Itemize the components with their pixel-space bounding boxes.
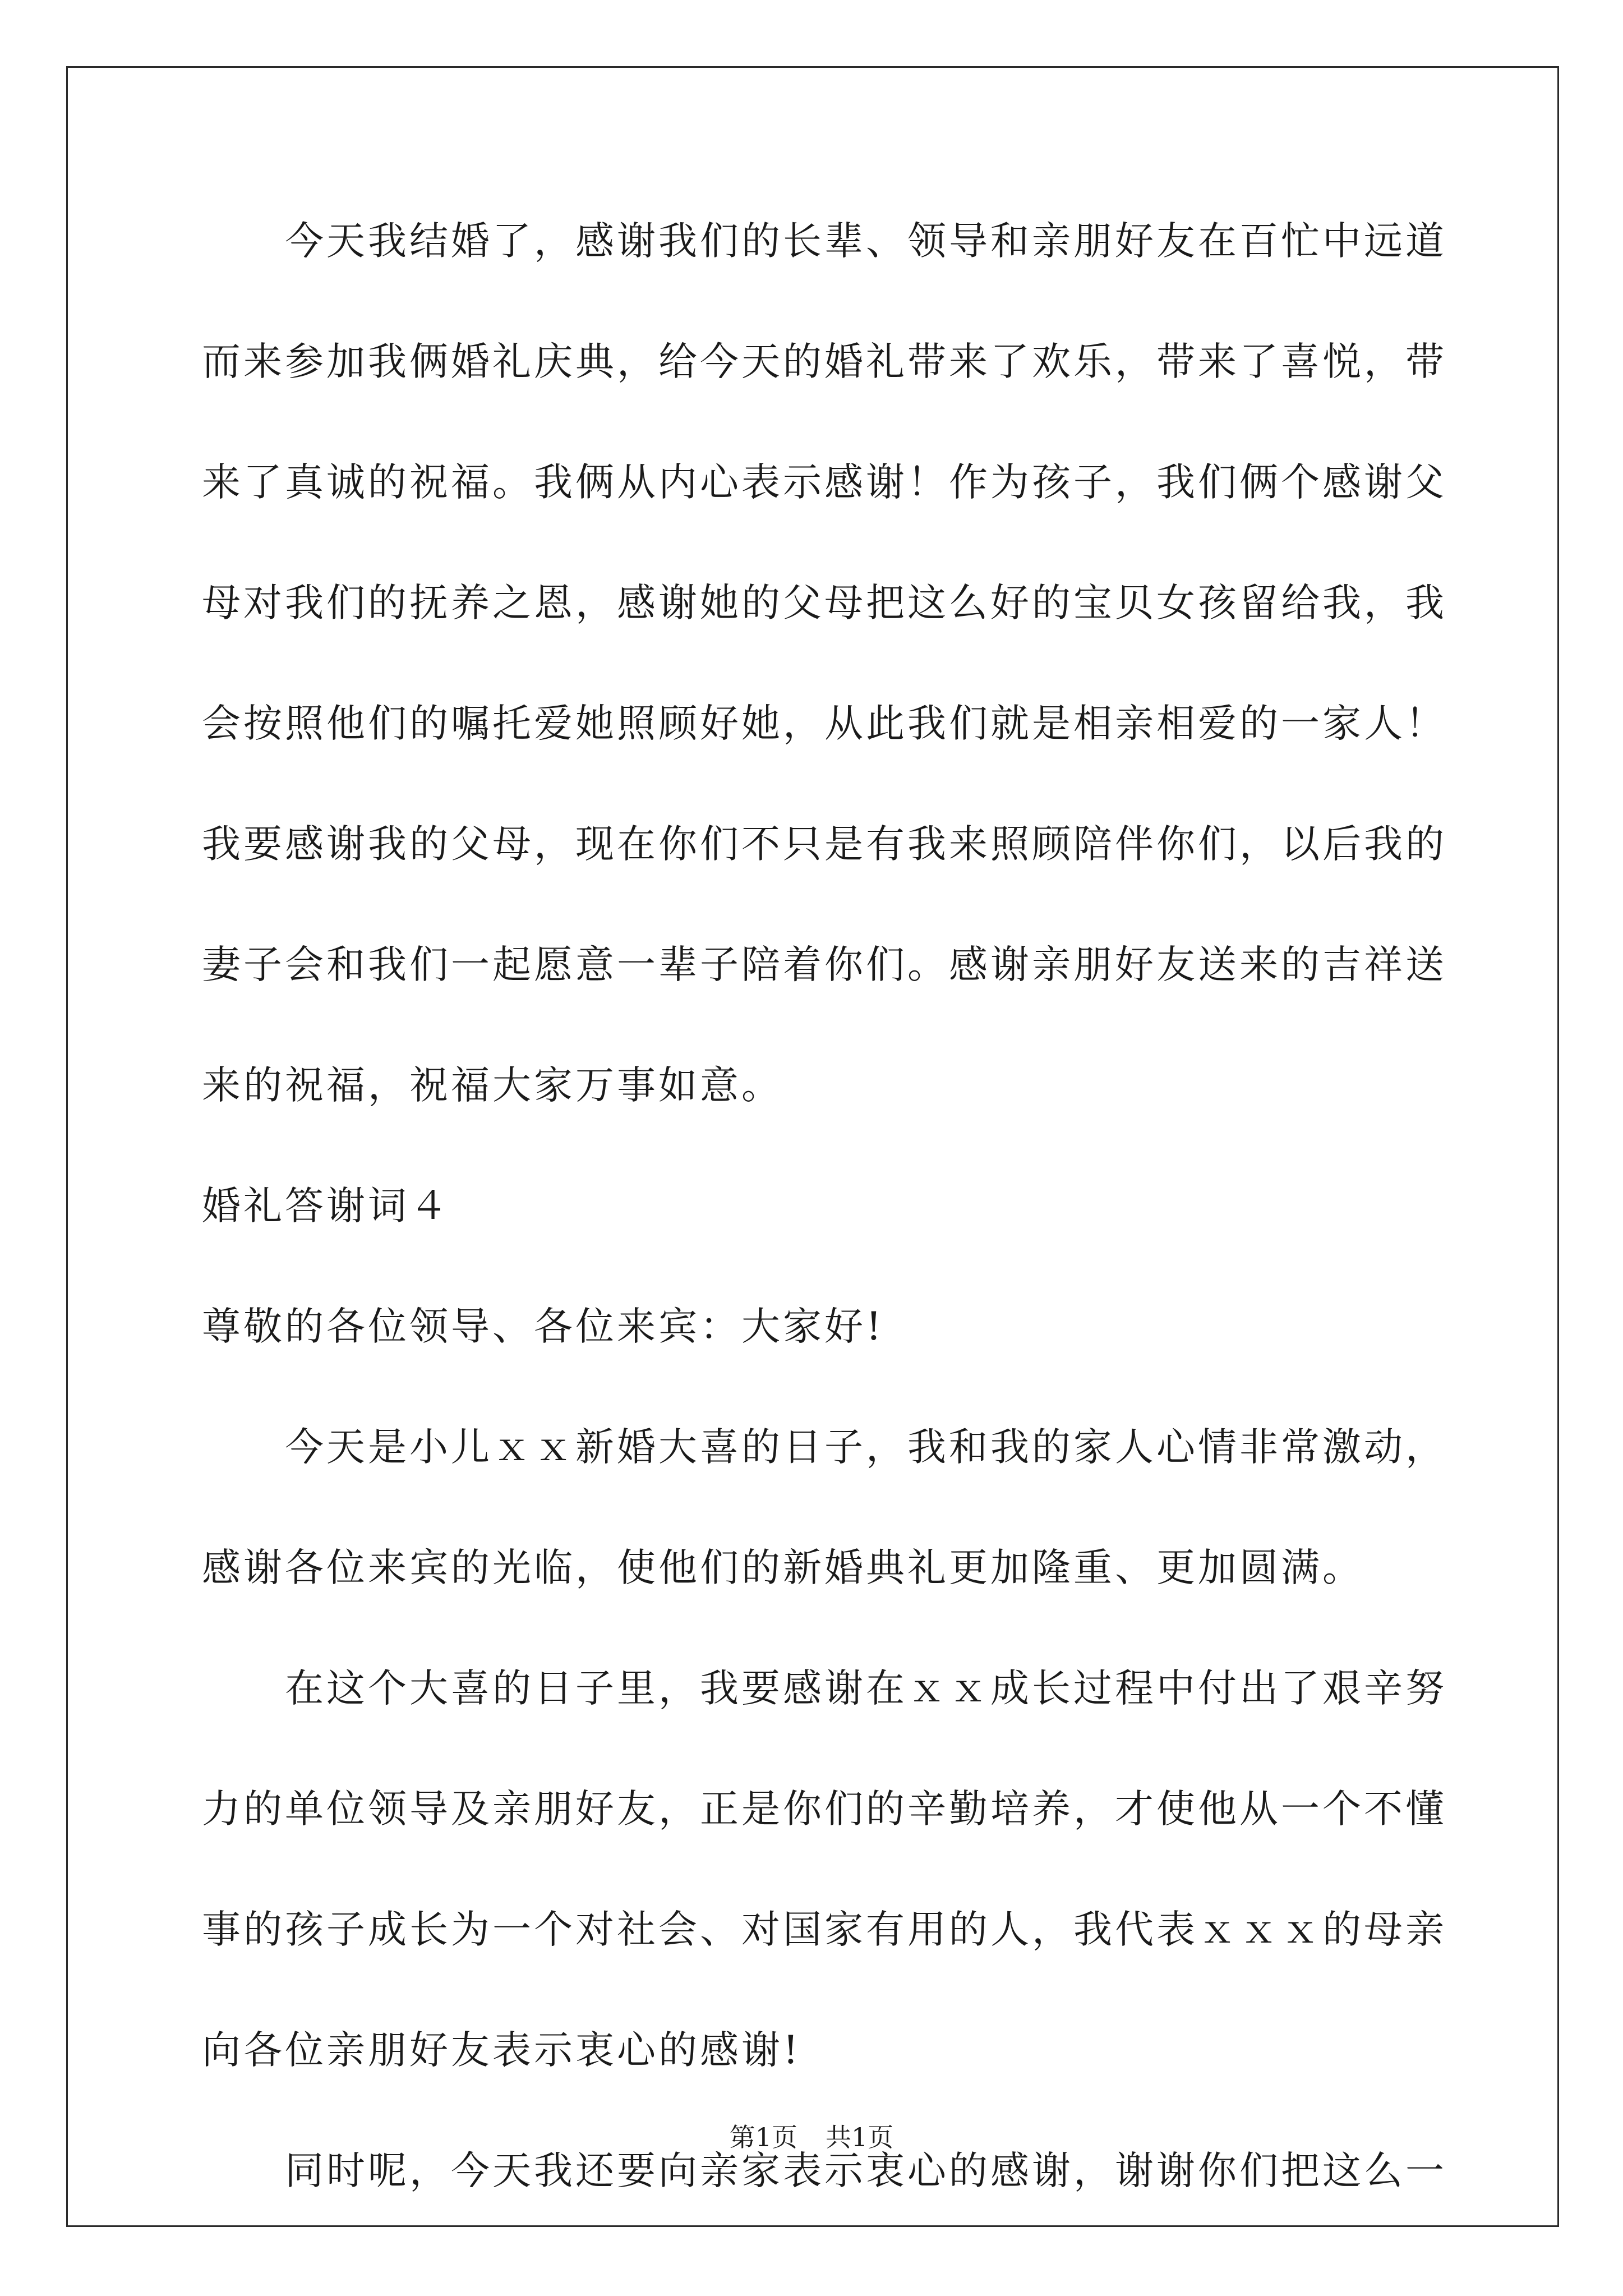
page-number: 第1页 — [729, 2122, 797, 2152]
text-line: 今天是小儿ｘｘ新婚大喜的日子，我和我的家人心情非常激动， — [202, 1425, 1447, 1470]
text-line: 今天我结婚了，感谢我们的长辈、领导和亲朋好友在百忙中远道 — [202, 219, 1447, 264]
text-line: 母对我们的抚养之恩，感谢她的父母把这么好的宝贝女孩留给我，我 — [202, 581, 1447, 625]
text-line: 力的单位领导及亲朋好友，正是你们的辛勤培养，才使他从一个不懂 — [202, 1787, 1447, 1832]
page-total: 共1页 — [826, 2122, 894, 2152]
text-line: 事的孩子成长为一个对社会、对国家有用的人，我代表ｘｘｘ的母亲 — [202, 1907, 1447, 1952]
text-line: 感谢各位来宾的光临，使他们的新婚典礼更加隆重、更加圆满。 — [202, 1545, 1364, 1590]
text-line: 同时呢，今天我还要向亲家表示衷心的感谢，谢谢你们把这么一 — [202, 2148, 1447, 2193]
text-line: 而来参加我俩婚礼庆典，给今天的婚礼带来了欢乐，带来了喜悦，带 — [202, 339, 1447, 384]
text-line: 在这个大喜的日子里，我要感谢在ｘｘ成长过程中付出了艰辛努 — [202, 1666, 1447, 1711]
text-line: 向各位亲朋好友表示衷心的感谢! — [202, 2028, 801, 2073]
section-heading: 婚礼答谢词４ — [202, 1184, 451, 1228]
salutation: 尊敬的各位领导、各位来宾：大家好! — [202, 1304, 884, 1349]
text-line: 来了真诚的祝福。我俩从内心表示感谢！作为孩子，我们俩个感谢父 — [202, 460, 1447, 505]
text-line: 我要感谢我的父母，现在你们不只是有我来照顾陪伴你们，以后我的 — [202, 822, 1447, 867]
text-line: 会按照他们的嘱托爱她照顾好她，从此我们就是相亲相爱的一家人！ — [202, 701, 1447, 746]
page-footer — [0, 2120, 1623, 2154]
text-line: 来的祝福，祝福大家万事如意。 — [202, 1063, 783, 1108]
text-line: 妻子会和我们一起愿意一辈子陪着你们。感谢亲朋好友送来的吉祥送 — [202, 942, 1447, 987]
